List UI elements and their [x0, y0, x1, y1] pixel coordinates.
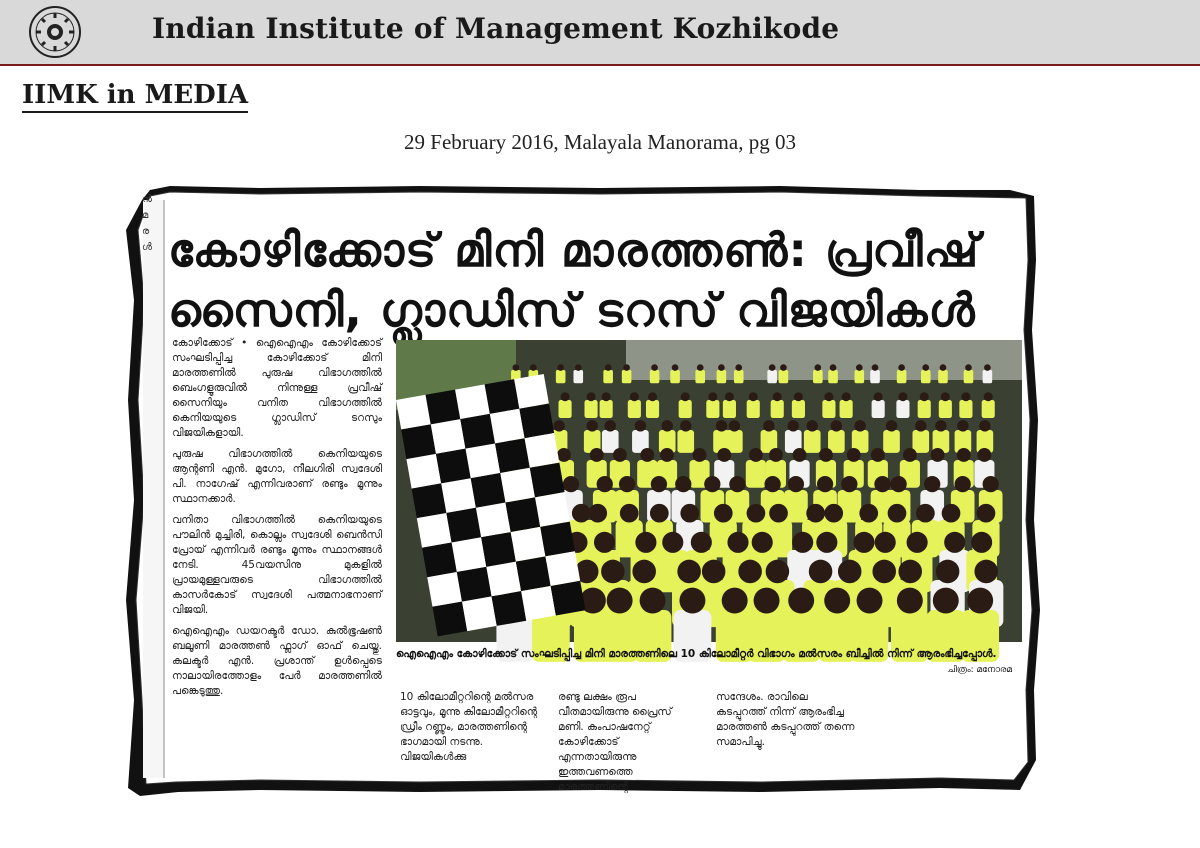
clipping-content	[138, 188, 1038, 793]
section-heading: IIMK in MEDIA	[22, 80, 248, 113]
article-headline	[168, 220, 1028, 340]
photo-caption	[396, 646, 1022, 675]
clipping-date-source: 29 February 2016, Malayala Manorama, pg 03	[404, 130, 796, 154]
photo-credit: ചിത്രം: മനോരമ	[947, 665, 1012, 675]
article-bottom-columns	[400, 690, 1020, 793]
bottom-column-3: സന്ദേശം. രാവിലെ കടപ്പുറത്ത് നിന്ന് ആരംഭിച്ച മാരത്തൺ കടപ്പുറത്ത് തന്നെ സമാപിച്ചു.	[716, 691, 855, 748]
bottom-column-1: 10 കിലോമീറ്ററിന്റെ മൽസര ഓട്ടവും, മൂന്നു കിലോമീറ്ററിന്റെ ഡ്രീം റണ്ണും, മാരത്തണിന്റെ ഭാഗമായി നടന്നു. വിജയികൾക്കു	[400, 691, 538, 763]
bottom-column-2: രണ്ടു ലക്ഷം രൂപ വീതമായിരുന്നു പ്രൈസ് മണി. കംപാഷനേറ്റ് കോഴിക്കോട് എന്നതായിരുന്നു ഇത്തവണത്തെ മാരത്തണിന്റെ	[558, 691, 672, 793]
article-paragraph: കോഴിക്കോട് • ഐഐഎം കോഴിക്കോട് സംഘടിപ്പിച്ച കോഴിക്കോട് മിനി മാരത്തണിൽ പുരുഷ വിഭാഗത്തിൽ ബെംഗളൂരുവിൽ നിന്നുള്ള പ്രവീഷ് സൈനിയും വനിത വിഭാഗത്തിൽ കെനിയയുടെ ഗ്ലാഡിസ് ടറസും വിജയികളായി.	[172, 337, 382, 439]
edge-fragment: ര	[142, 226, 150, 237]
institute-name: Indian Institute of Management Kozhikode	[152, 12, 840, 45]
edge-fragment: മ	[142, 210, 149, 221]
marathon-photo	[396, 340, 1022, 642]
photo-caption-text: ഐഐഎം കോഴിക്കോട് സംഘടിപ്പിച്ച മിനി മാരത്തണിലെ 10 കിലോമീറ്റർ വിഭാഗം മൽസരം ബീച്ചിൽ നിന്ന് ആരംഭിച്ചപ്പോൾ.	[396, 648, 997, 660]
article-paragraph: പുരുഷ വിഭാഗത്തിൽ കെനിയയുടെ ആന്റണി എൻ. മുഗോ, നീലഗിരി സ്വദേശി പി. നാഗേഷ് എന്നിവരാണ് രണ്ടും മൂന്നും സ്ഥാനക്കാർ.	[172, 448, 382, 505]
edge-fragment: ൾ	[142, 242, 153, 253]
article-paragraph: വനിതാ വിഭാഗത്തിൽ കെനിയയുടെ പൗലിൻ മുച്ചിരി, കൊല്ലം സ്വദേശി ബെൻസി പ്രോയ് എന്നിവർ രണ്ടും മൂന്നും സ്ഥാനങ്ങൾ നേടി. 45വയസിനു മുകളിൽ പ്രായമുള്ളവരുടെ വിഭാഗത്തിൽ കാസർകോട് സ്വദേശി പത്മനാഭനാണ് വിജയി.	[172, 514, 382, 616]
article-paragraph: ഐഐഎം ഡയറക്ടർ ഡോ. കുൽഭൂഷൺ ബലൂണി മാരത്തൺ ഫ്ലാഗ് ഓഫ് ചെയ്തു. കലക്ടർ എൻ. പ്രശാന്ത് ഉൾപ്പെടെ നാലായിരത്തോളം പേർ മാരത്തണിൽ പങ്കെടുത്തു.	[172, 625, 382, 697]
edge-fragment: ൻ	[142, 194, 152, 205]
headline-line-2: സൈനി, ഗ്ലാഡിസ് ടറസ് വിജയികൾ	[168, 283, 976, 337]
edge-fragments	[142, 192, 162, 256]
article-left-column	[172, 336, 382, 766]
headline-line-1: കോഴിക്കോട് മിനി മാരത്തൺ: പ്രവീഷ്	[168, 223, 980, 277]
